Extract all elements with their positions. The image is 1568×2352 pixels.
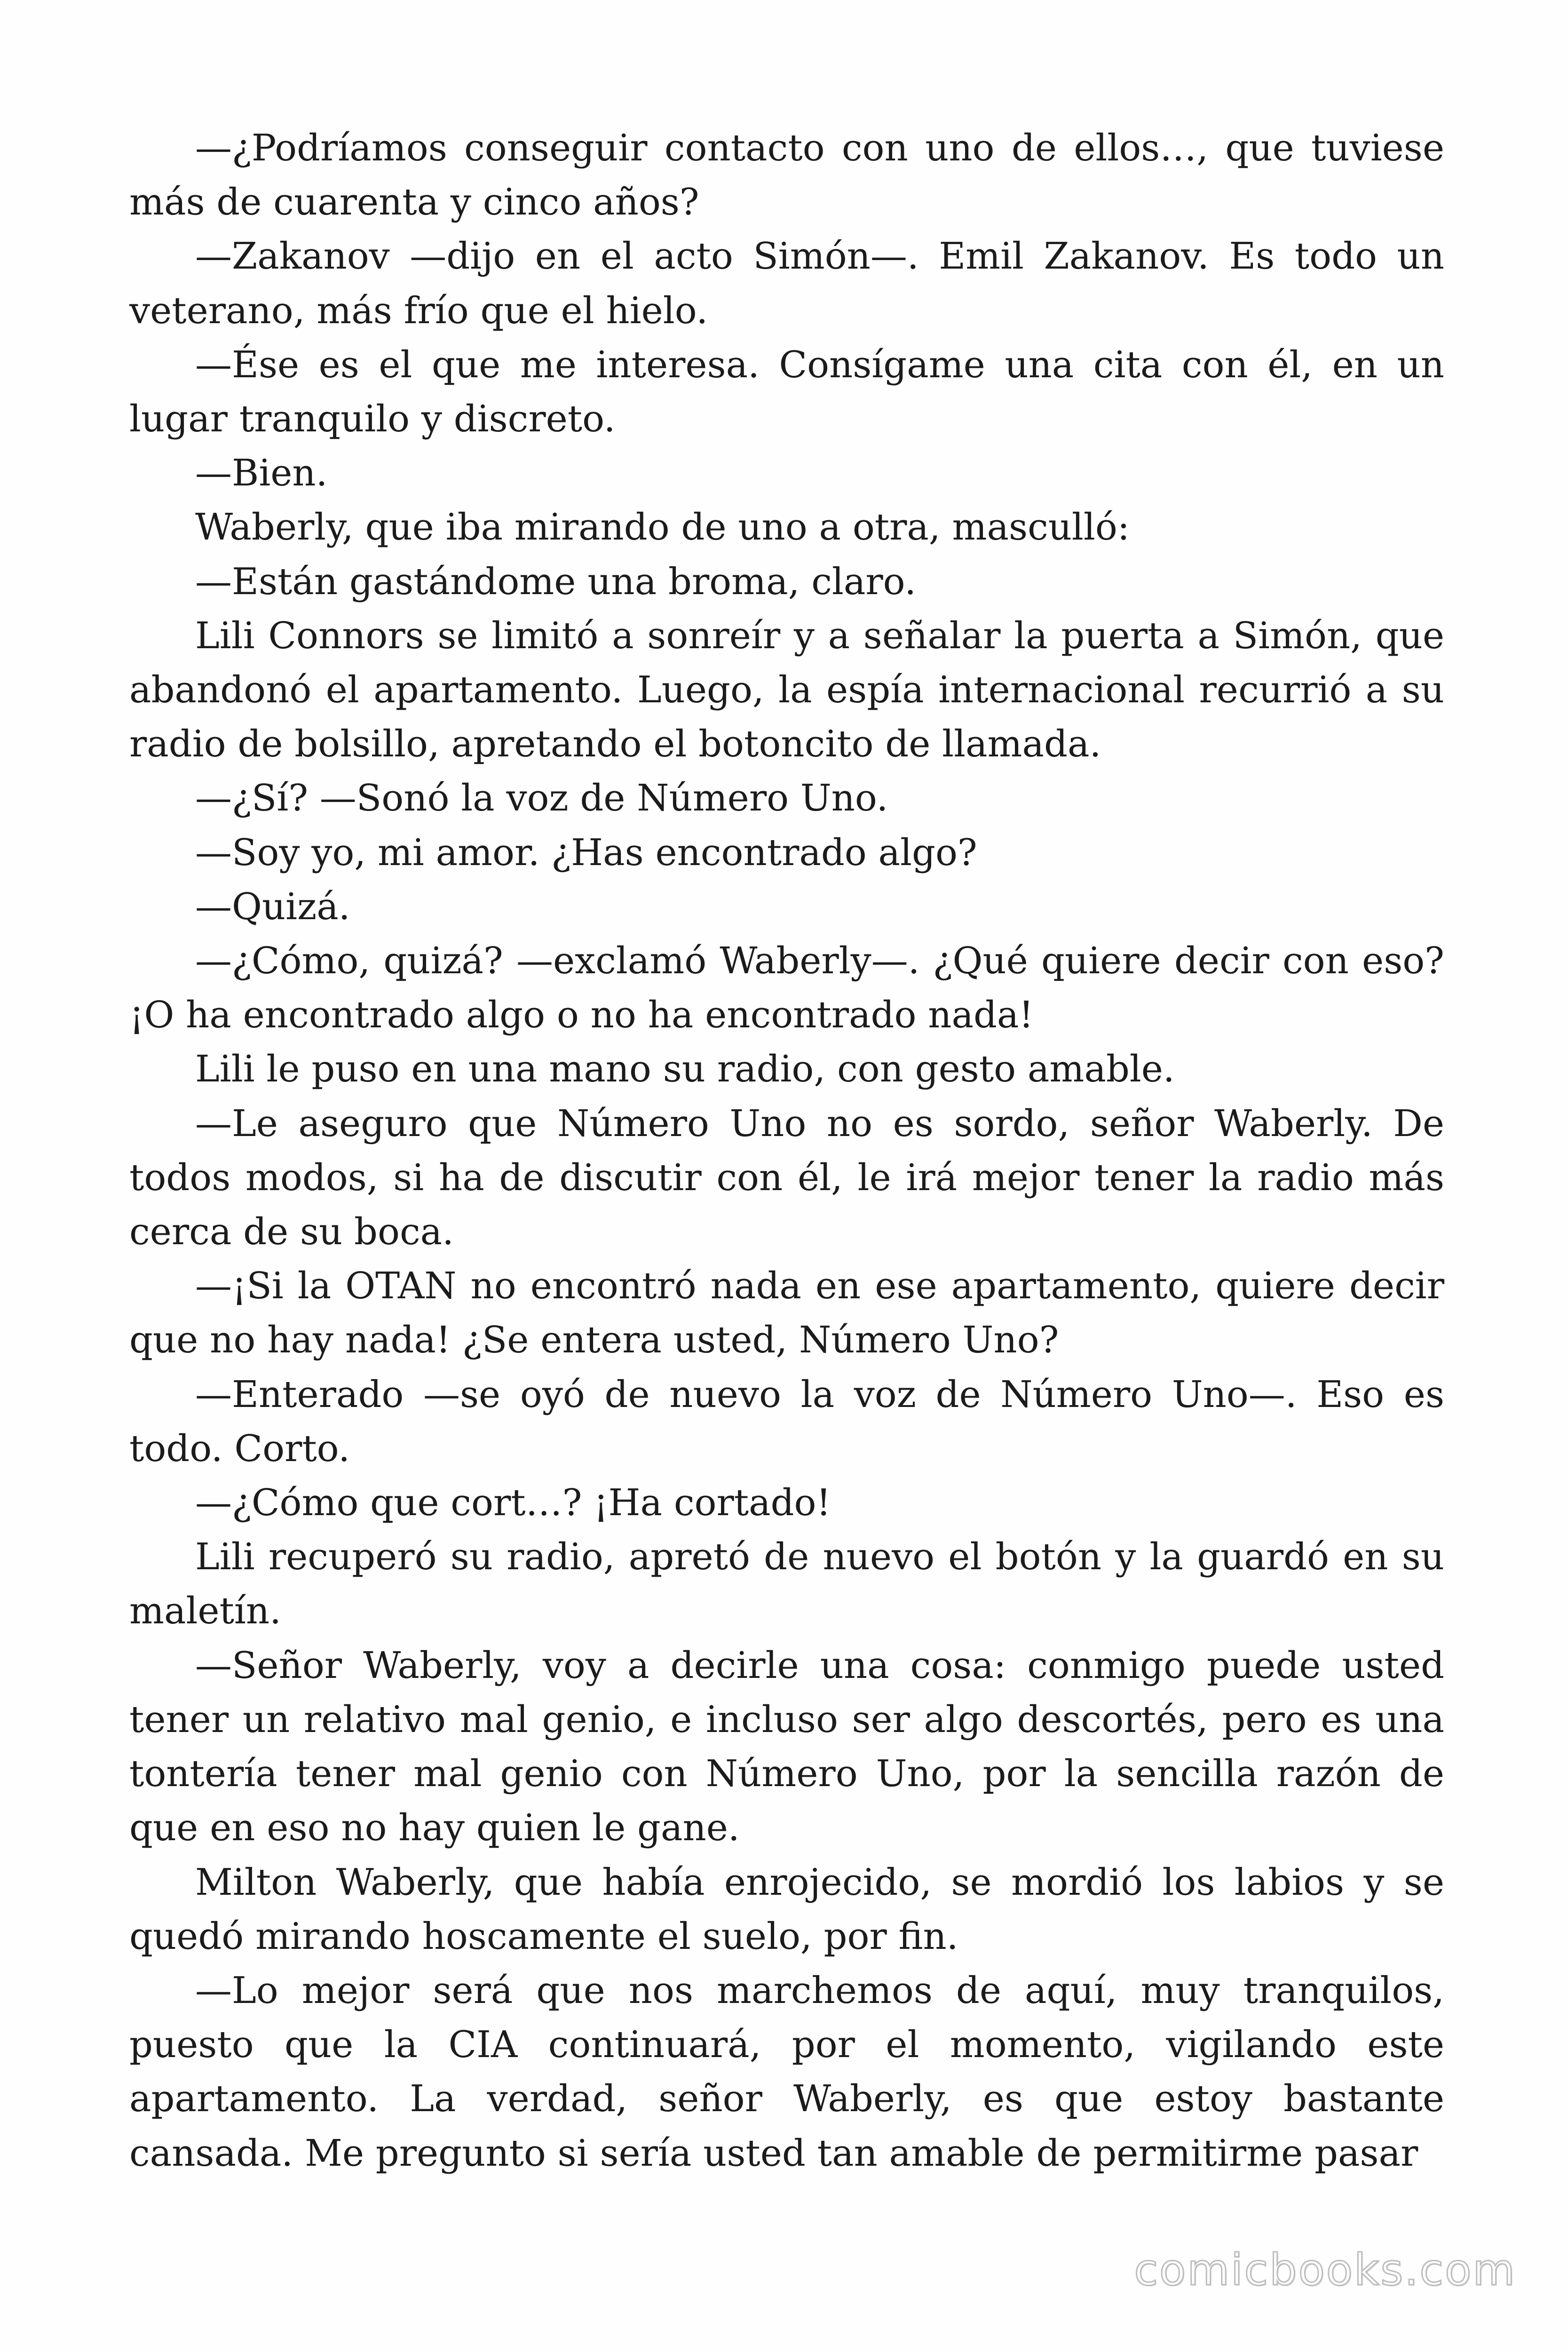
paragraph: Milton Waberly, que había enrojecido, se mordió los labios y se quedó mirando hoscamente el suelo, por fin. <box>129 1861 1444 1958</box>
body-text <box>129 121 1444 2181</box>
paragraph: —Ése es el que me interesa. Consígame una cita con él, en un lugar tranquilo y discreto. <box>129 343 1444 441</box>
paragraph: —Enterado —se oyó de nuevo la voz de Número Uno—. Eso es todo. Corto. <box>129 1373 1444 1470</box>
site-watermark: comicbooks.com <box>1134 2245 1516 2295</box>
paragraph: —Están gastándome una broma, claro. <box>195 560 916 603</box>
paragraph: —¿Sí? —Sonó la voz de Número Uno. <box>195 777 888 820</box>
paragraph: —Señor Waberly, voy a decirle una cosa: conmigo puede usted tener un relativo mal genio, e incluso ser algo descortés, pero es una tontería tener mal genio con Número Uno, por la sencilla razón de que en eso no hay quien le gane. <box>129 1644 1444 1850</box>
paragraph: —¿Cómo que cort…? ¡Ha cortado! <box>195 1482 831 1525</box>
paragraph: —Bien. <box>195 452 328 495</box>
paragraph: —Le aseguro que Número Uno no es sordo, señor Waberly. De todos modos, si ha de discutir con él, le irá mejor tener la radio más cerca de su boca. <box>129 1102 1444 1254</box>
paragraph: —¿Cómo, quizá? —exclamó Waberly—. ¿Qué quiere decir con eso? ¡O ha encontrado algo o no ha encontrado nada! <box>129 940 1444 1037</box>
paragraph: —Lo mejor será que nos marchemos de aquí, muy tranquilos, puesto que la CIA continuará, por el momento, vigilando este apartamento. La verdad, señor Waberly, es que estoy bastante cansada. Me pregunto si sería usted tan amable de permitirme pasar <box>129 1969 1444 2175</box>
paragraph: —Zakanov —dijo en el acto Simón—. Emil Zakanov. Es todo un veterano, más frío que el hielo. <box>129 235 1444 332</box>
paragraph: Waberly, que iba mirando de uno a otra, masculló: <box>195 506 1130 549</box>
paragraph: —¿Podríamos conseguir contacto con uno de ellos…, que tuviese más de cuarenta y cinco años? <box>129 127 1444 224</box>
paragraph: —Quizá. <box>195 885 350 928</box>
paragraph: —¡Si la OTAN no encontró nada en ese apartamento, quiere decir que no hay nada! ¿Se entera usted, Número Uno? <box>129 1265 1444 1362</box>
paragraph: Lili le puso en una mano su radio, con gesto amable. <box>195 1048 1175 1091</box>
paragraph: —Soy yo, mi amor. ¿Has encontrado algo? <box>195 831 977 874</box>
paragraph: Lili Connors se limitó a sonreír y a señalar la puerta a Simón, que abandonó el apartamento. Luego, la espía internacional recurrió a su radio de bolsillo, apretando el botoncito de llamada. <box>129 614 1444 766</box>
paragraph: Lili recuperó su radio, apretó de nuevo el botón y la guardó en su maletín. <box>129 1536 1444 1633</box>
